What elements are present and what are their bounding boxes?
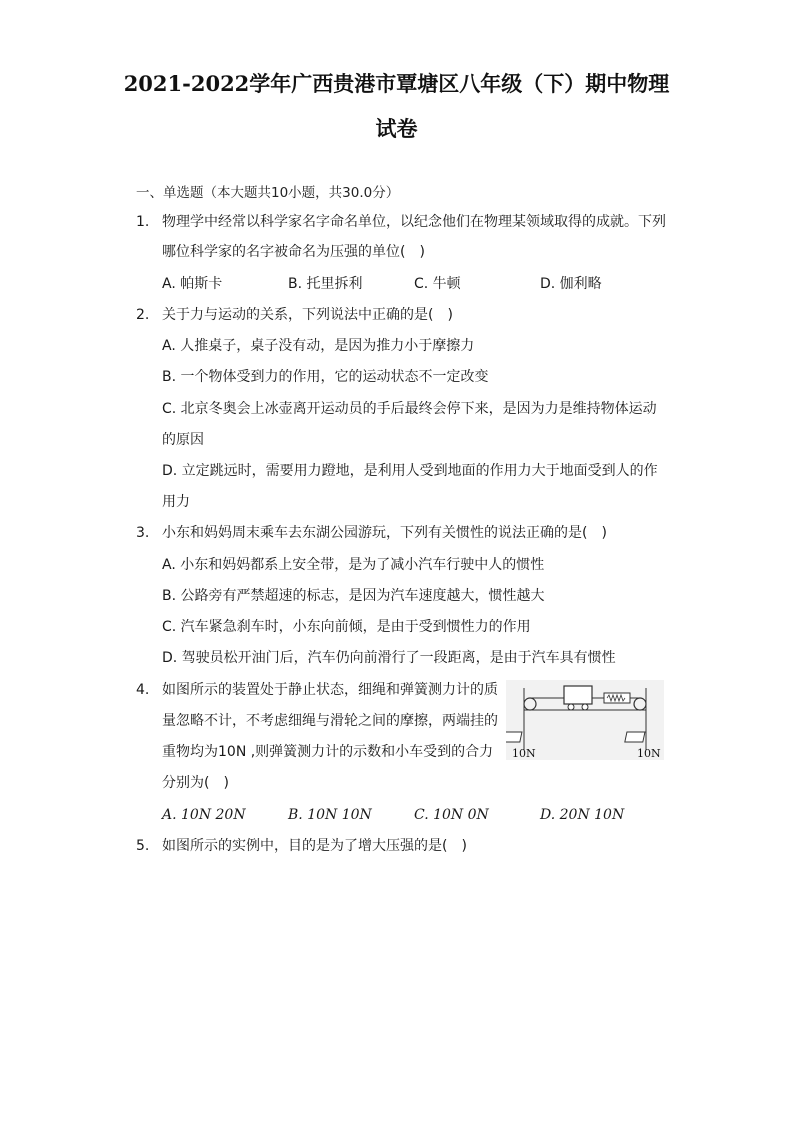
question-4-diagram [506,680,664,760]
left-weight [506,732,522,742]
question-2-option-c[interactable]: C. 北京冬奥会上冰壶离开运动员的手后最终会停下来，是因为力是维持物体运动 [162,401,657,417]
page-title-line-2: 试卷 [375,116,418,141]
question-3-option-d[interactable]: D. 驾驶员松开油门后，汽车仍向前滑行了一段距离，是由于汽车具有惯性 [162,650,616,666]
question-4-option-b[interactable]: B. 10N 10N [288,807,372,823]
question-2-text-line-1: 关于力与运动的关系，下列说法中正确的是( ) [162,307,453,323]
cart-body [564,686,592,704]
question-5-text-line-1: 如图所示的实例中，目的是为了增大压强的是( ) [162,838,467,854]
question-3-number: 3. [136,525,150,541]
section-heading: 一、单选题（本大题共10小题，共30.0分） [136,185,400,201]
right-weight [625,732,645,742]
question-4-text-line-3: 重物均为10N ,则弹簧测力计的示数和小车受到的合力 [162,744,494,760]
question-1-option-d[interactable]: D. 伽利略 [540,276,602,292]
question-1-text-line-2: 哪位科学家的名字被命名为压强的单位( ) [162,244,425,260]
cart-wheel-left [568,704,574,710]
question-1-number: 1. [136,214,150,230]
question-4-text-line-4: 分别为( ) [162,775,229,791]
question-2-option-b[interactable]: B. 一个物体受到力的作用，它的运动状态不一定改变 [162,369,489,385]
cart-wheel-right [582,704,588,710]
question-4-option-c[interactable]: C. 10N 0N [414,807,489,823]
question-4-text-line-1: 如图所示的装置处于静止状态，细绳和弹簧测力计的质 [162,682,498,698]
question-2-option-d[interactable]: D. 立定跳远时，需要用力蹬地，是利用人受到地面的作用力大于地面受到人的作 [162,463,658,479]
page-title-line-1: 2021-2022学年广西贵港市覃塘区八年级（下）期中物理 [123,71,670,96]
question-5-number: 5. [136,838,150,854]
question-3-option-c[interactable]: C. 汽车紧急刹车时，小东向前倾，是由于受到惯性力的作用 [162,619,531,635]
question-4-number: 4. [136,682,150,698]
question-1-option-c[interactable]: C. 牛顿 [414,276,461,292]
question-3-option-b[interactable]: B. 公路旁有严禁超速的标志，是因为汽车速度越大，惯性越大 [162,588,545,604]
question-2-number: 2. [136,307,150,323]
question-4-option-a[interactable]: A. 10N 20N [162,807,246,823]
question-3-option-a[interactable]: A. 小东和妈妈都系上安全带，是为了减小汽车行驶中人的惯性 [162,557,545,573]
left-weight-label: 10N [512,747,536,760]
question-1-text-line-1: 物理学中经常以科学家名字命名单位，以纪念他们在物理某领域取得的成就。下列 [162,214,666,230]
question-1-option-a[interactable]: A. 帕斯卡 [162,276,223,292]
right-weight-label: 10N [637,747,661,760]
question-4-option-d[interactable]: D. 20N 10N [540,807,625,823]
question-4-text-line-2: 量忽略不计，不考虑细绳与滑轮之间的摩擦，两端挂的 [162,713,498,729]
question-2-option-c-cont: 的原因 [162,432,204,448]
question-2-option-d-cont: 用力 [162,494,190,510]
question-3-text-line-1: 小东和妈妈周末乘车去东湖公园游玩，下列有关惯性的说法正确的是( ) [162,525,607,541]
question-2-option-a[interactable]: A. 人推桌子，桌子没有动，是因为推力小于摩擦力 [162,338,475,354]
question-1-option-b[interactable]: B. 托里拆利 [288,276,363,292]
